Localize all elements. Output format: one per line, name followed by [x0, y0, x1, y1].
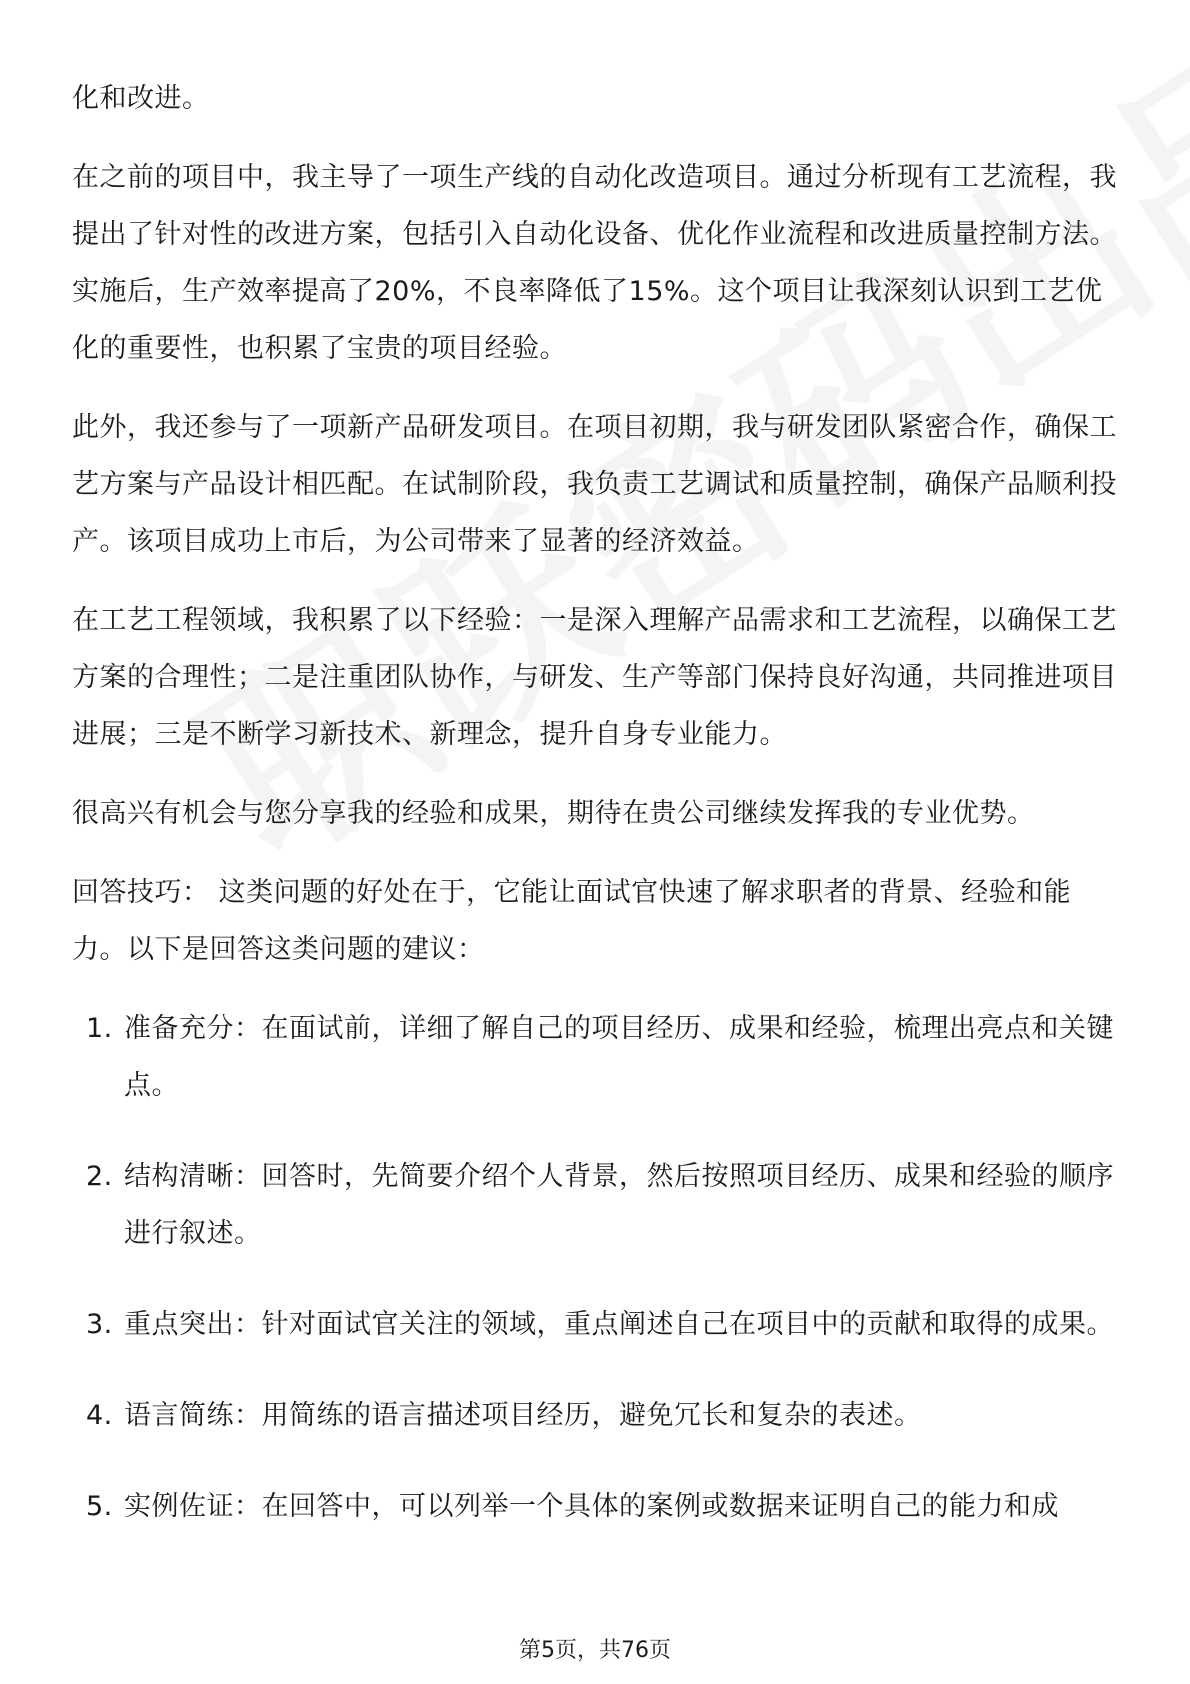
- list-item: [72, 1000, 1122, 1114]
- list-item: [72, 1478, 1122, 1535]
- list-item-text: 准备充分：在面试前，详细了解自己的项目经历、成果和经验，梳理出亮点和关键点。: [124, 1013, 1114, 1101]
- list-item: [72, 1387, 1122, 1444]
- list-item-text: 重点突出：针对面试官关注的领域，重点阐述自己在项目中的贡献和取得的成果。: [124, 1309, 1114, 1340]
- list-item-number: 4.: [86, 1400, 113, 1431]
- document-body: [72, 70, 1122, 1569]
- list-item-number: 1.: [86, 1013, 113, 1044]
- list-item-text: 结构清晰：回答时，先简要介绍个人背景，然后按照项目经历、成果和经验的顺序进行叙述。: [124, 1161, 1114, 1249]
- paragraph-new-product-project: 此外，我还参与了一项新产品研发项目。在项目初期，我与研发团队紧密合作，确保工艺方案与产品设计相匹配。在试制阶段，我负责工艺调试和质量控制，确保产品顺利投产。该项目成功上市后，为公司带来了显著的经济效益。: [72, 412, 1117, 557]
- list-item-text: 语言简练：用简练的语言描述项目经历，避免冗长和复杂的表述。: [124, 1400, 922, 1431]
- paragraph-closing: 很高兴有机会与您分享我的经验和成果，期待在贵公司继续发挥我的专业优势。: [72, 798, 1035, 829]
- paragraph-continuation: 化和改进。: [72, 83, 210, 114]
- paragraph-answer-tips: 回答技巧： 这类问题的好处在于，它能让面试官快速了解求职者的背景、经验和能力。以下是回答这类问题的建议：: [72, 877, 1072, 965]
- list-item-number: 2.: [86, 1161, 113, 1192]
- list-item-number: 3.: [86, 1309, 113, 1340]
- list-item-text: 实例佐证：在回答中，可以列举一个具体的案例或数据来证明自己的能力和成: [124, 1491, 1059, 1522]
- list-item: [72, 1148, 1122, 1262]
- list-item: [72, 1296, 1122, 1353]
- tips-list: [72, 1000, 1122, 1535]
- paragraph-experience: 在工艺工程领域，我积累了以下经验：一是深入理解产品需求和工艺流程，以确保工艺方案的合理性；二是注重团队协作，与研发、生产等部门保持良好沟通，共同推进项目进展；三是不断学习新技术、新理念，提升自身专业能力。: [72, 605, 1117, 750]
- paragraph-automation-project: 在之前的项目中，我主导了一项生产线的自动化改造项目。通过分析现有工艺流程，我提出了针对性的改进方案，包括引入自动化设备、优化作业流程和改进质量控制方法。实施后，生产效率提高了20%，不良率降低了15%。这个项目让我深刻认识到工艺优化的重要性，也积累了宝贵的项目经验。: [72, 162, 1117, 364]
- list-item-number: 5.: [86, 1491, 113, 1522]
- page-number-footer: 第5页，共76页: [519, 1638, 671, 1663]
